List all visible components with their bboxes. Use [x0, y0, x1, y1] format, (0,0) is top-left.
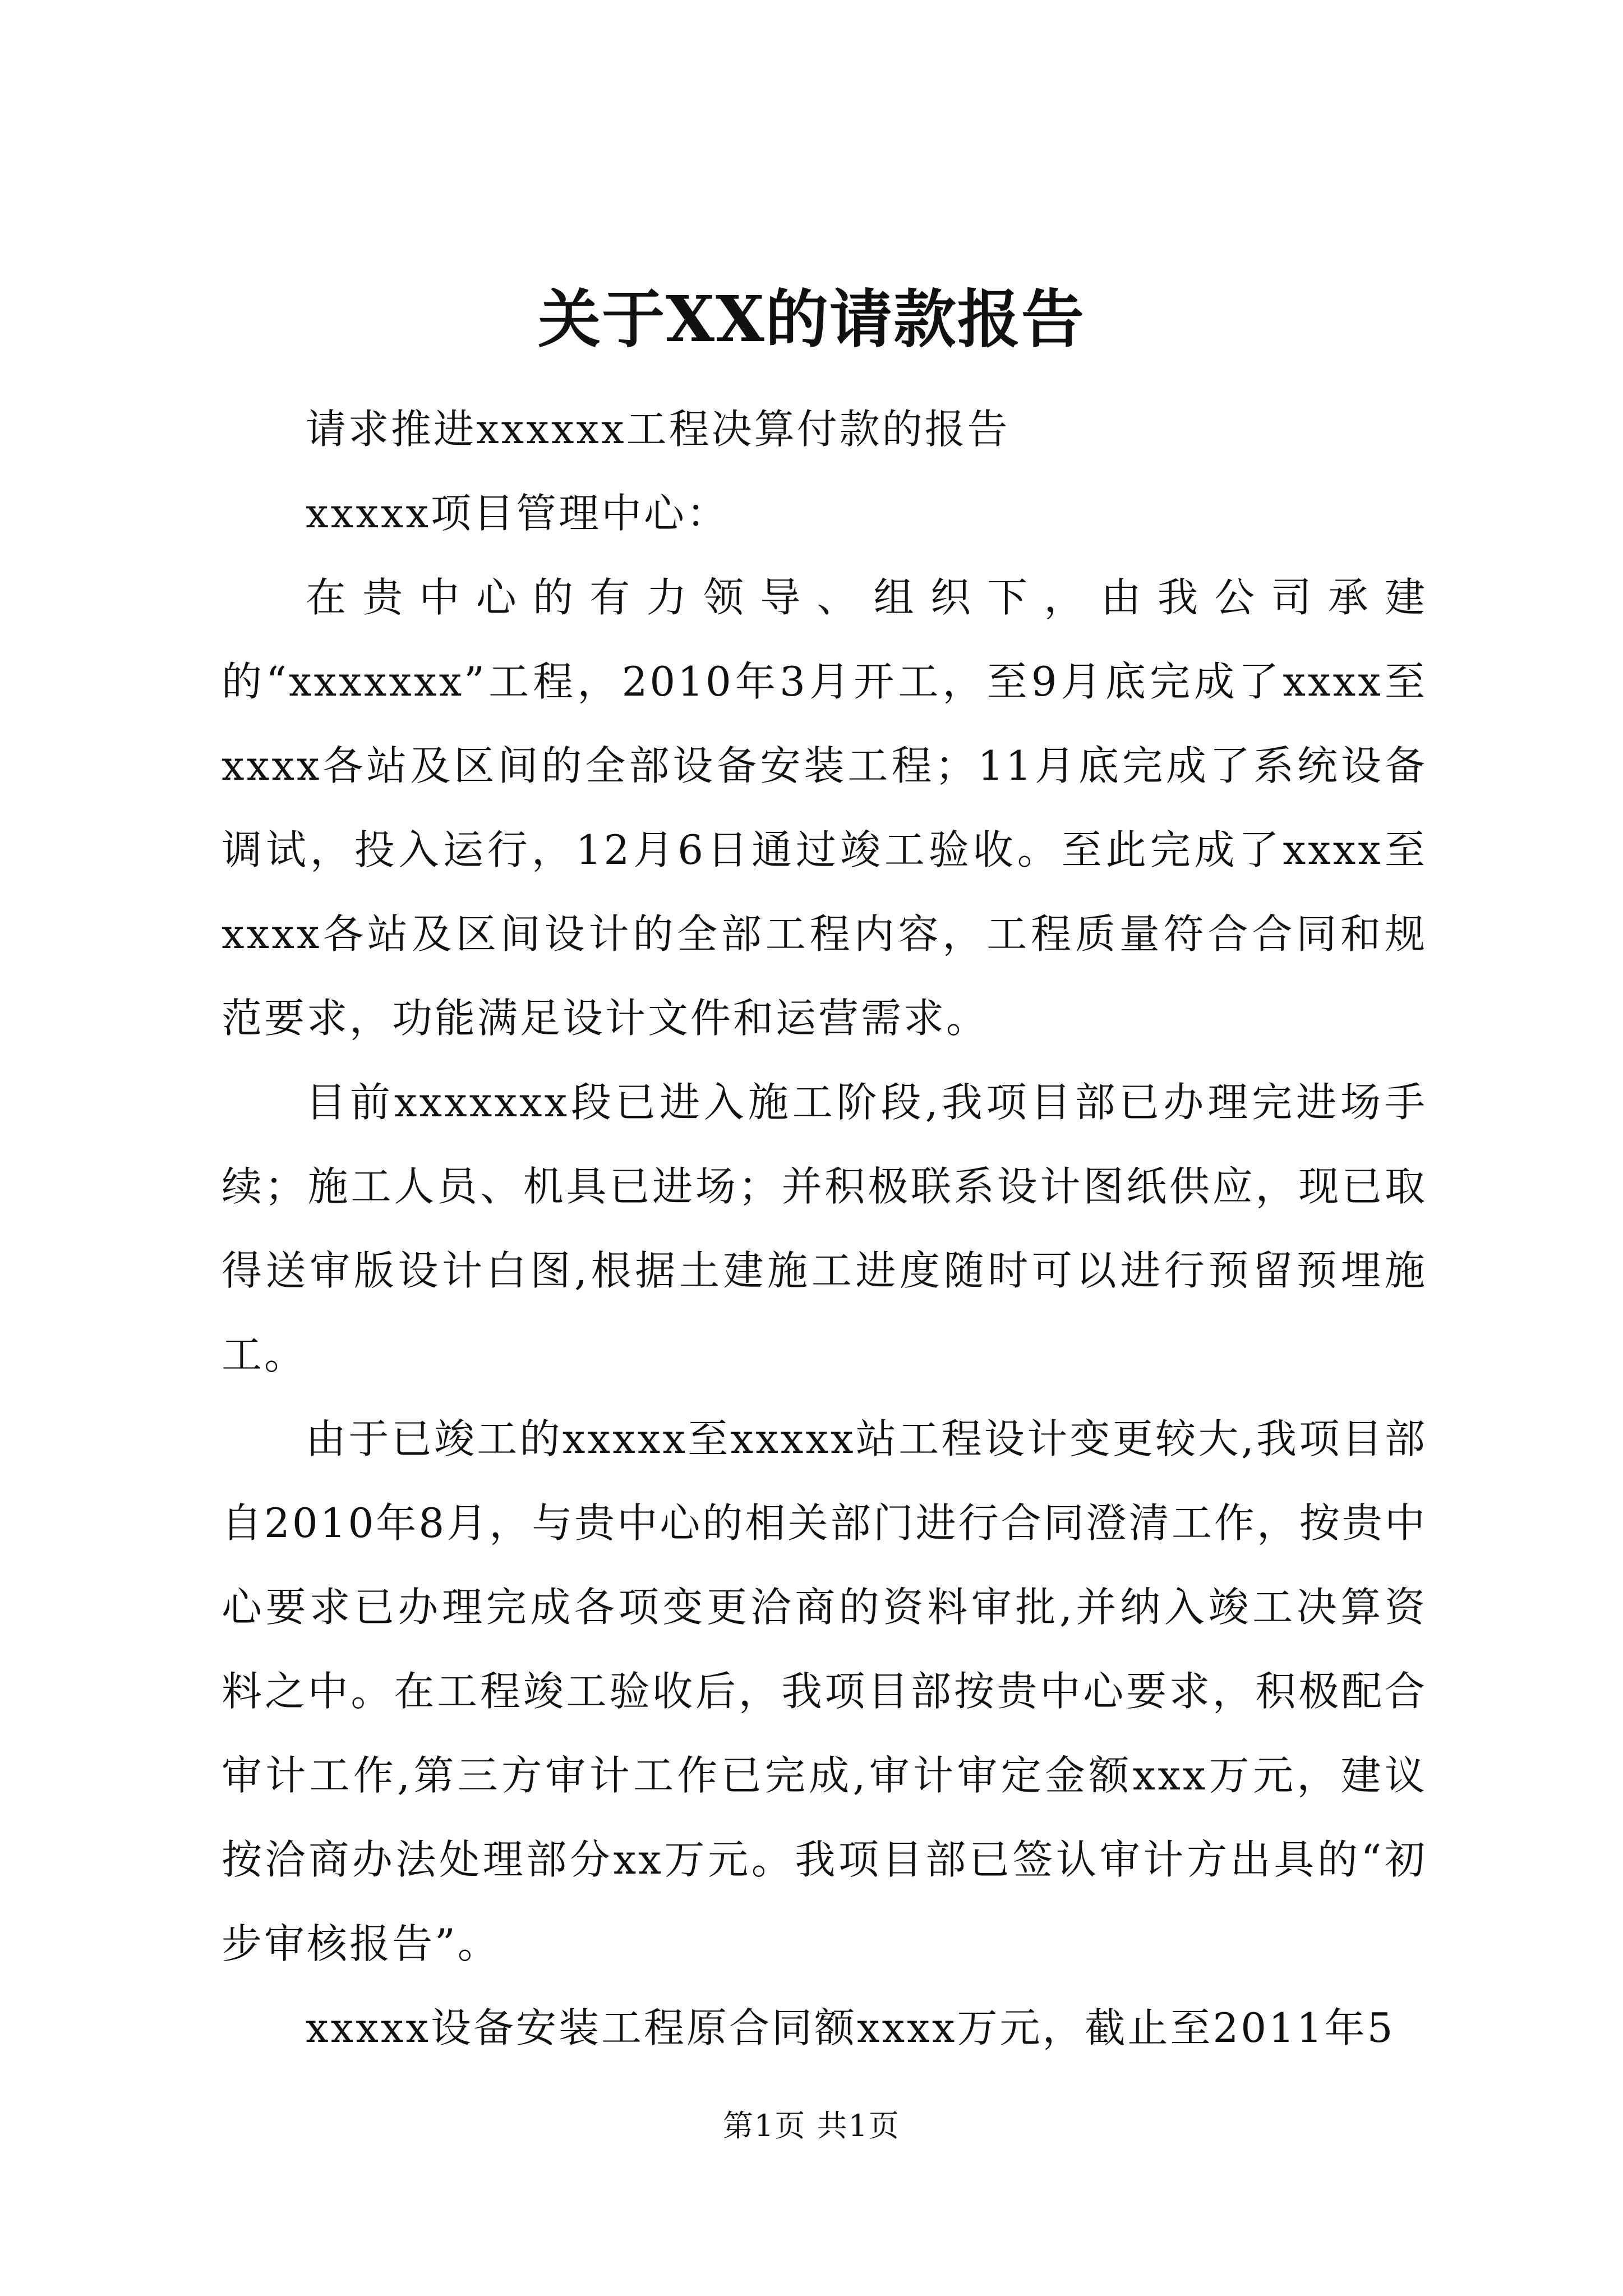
paragraph-subject: 请求推进xxxxxx工程决算付款的报告 — [306, 406, 1010, 453]
page-footer: 第1页 共1页 — [723, 2108, 900, 2143]
paragraph-contract-amount: xxxxx设备安装工程原合同额xxxx万元，截止至2011年5 — [306, 2004, 1395, 2051]
document-body — [222, 387, 1427, 2070]
paragraph-project-completion: 在贵中心的有力领导、组织下，由我公司承建的“xxxxxxx”工程，2010年3月开工，至9月底完成了xxxx至xxxx各站及区间的全部设备安装工程；11月底完成了系统设备调试，投入运行，12月6日通过竣工验收。至此完成了xxxx至xxxx各站及区间设计的全部工程内容，工程质量符合合同和规范要求，功能满足设计文件和运营需求。 — [222, 574, 1427, 1042]
paragraph-current-construction: 目前xxxxxxx段已进入施工阶段,我项目部已办理完进场手续；施工人员、机具已进场；并积极联系设计图纸供应，现已取得送审版设计白图,根据土建施工进度随时可以进行预留预埋施工。 — [222, 1079, 1427, 1378]
document-title: 关于XX的请款报告 — [538, 283, 1085, 356]
paragraph-audit-status: 由于已竣工的xxxxx至xxxxx站工程设计变更较大,我项目部自2010年8月，与贵中心的相关部门进行合同澄清工作，按贵中心要求已办理完成各项变更洽商的资料审批,并纳入竣工决算资料之中。在工程竣工验收后，我项目部按贵中心要求，积极配合审计工作,第三方审计工作已完成,审计审定金额xxx万元，建议按洽商办法处理部分xx万元。我项目部已签认审计方出具的“初步审核报告”。 — [222, 1415, 1427, 1967]
paragraph-addressee: xxxxx项目管理中心： — [306, 490, 730, 537]
